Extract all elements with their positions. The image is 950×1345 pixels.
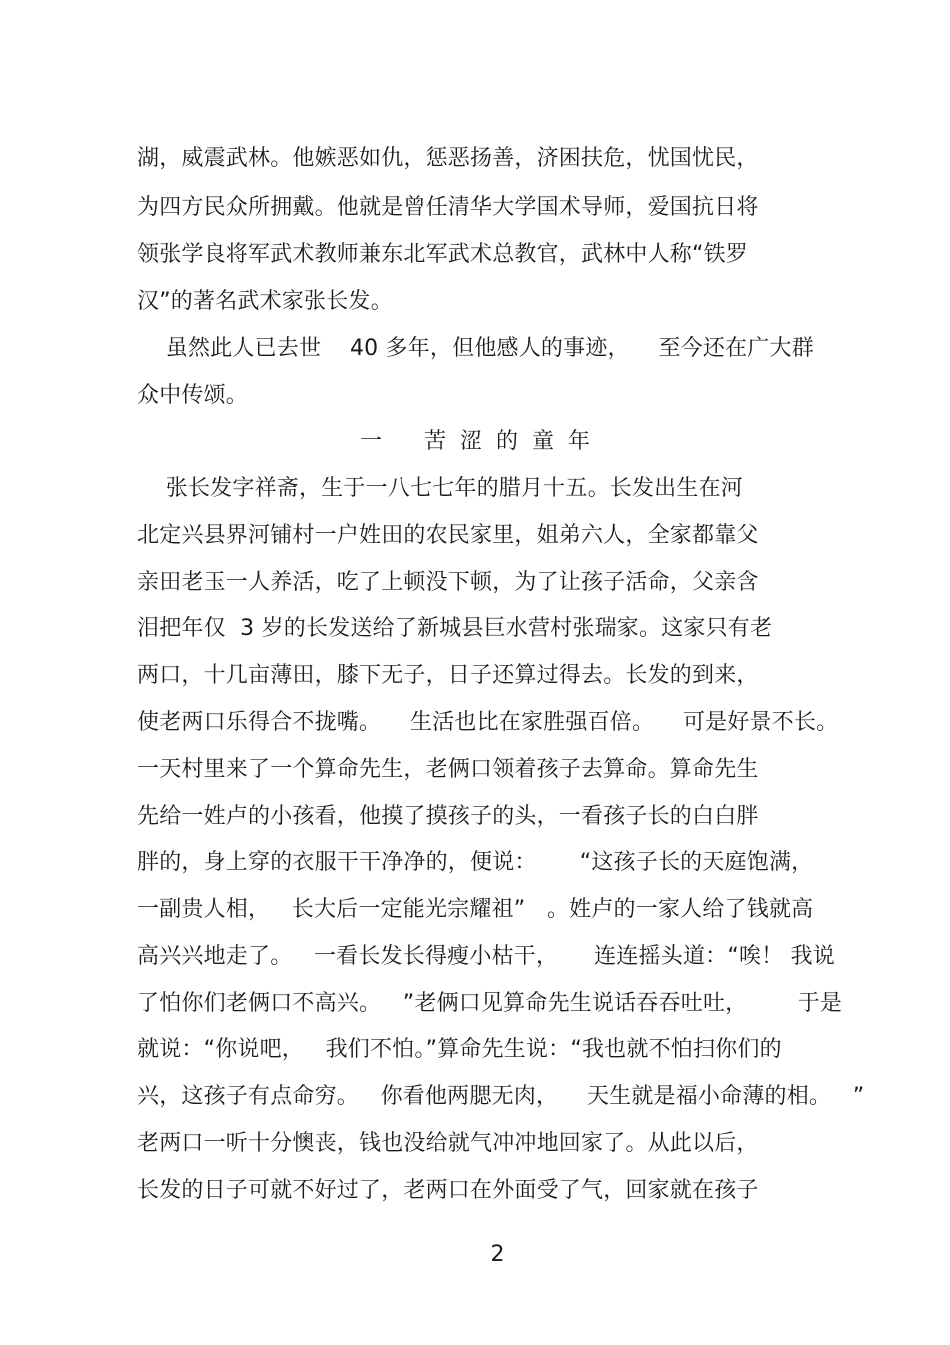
text-line: 一副贵人相， 长大后一定能光宗耀祖” 。姓卢的一家人给了钱就高: [137, 897, 814, 922]
text-line: 长发的日子可就不好过了，老两口在外面受了气，回家就在孩子: [137, 1178, 759, 1203]
text-line: 领张学良将军武术教师兼东北军武术总教官，武林中人称“铁罗: [137, 242, 748, 267]
text-line: 老两口一听十分懊丧，钱也没给就气冲冲地回家了。从此以后，: [137, 1131, 759, 1156]
section-heading: 一 苦 涩 的 童 年: [360, 429, 590, 454]
text-line: 一天村里来了一个算命先生，老俩口领着孩子去算命。算命先生: [137, 757, 759, 782]
text-line: 张长发字祥斋，生于一八七七年的腊月十五。长发出生在河: [137, 476, 743, 501]
text-line: 就说：“你说吧， 我们不怕。”算命先生说：“我也就不怕扫你们的: [137, 1037, 782, 1062]
text-line: 使老两口乐得合不拢嘴。 生活也比在家胜强百倍。 可是好景不长。: [137, 710, 839, 735]
text-line: 虽然此人已去世 40 多年，但他感人的事迹， 至今还在广大群: [137, 336, 814, 361]
text-line: 先给一姓卢的小孩看，他摸了摸孩子的头，一看孩子长的白白胖: [137, 804, 759, 829]
text-line: 泪把年仅 3 岁的长发送给了新城县巨水营村张瑞家。这家只有老: [137, 616, 773, 641]
text-line: 两口，十几亩薄田，膝下无子，日子还算过得去。长发的到来，: [137, 663, 759, 688]
text-line: 胖的，身上穿的衣服干干净净的，便说： “这孩子长的天庭饱满，: [137, 850, 814, 875]
text-line: 兴，这孩子有点命穷。 你看他两腮无肉， 天生就是福小命薄的相。 ”: [137, 1084, 865, 1109]
text-line: 了怕你们老俩口不高兴。 ”老俩口见算命先生说话吞吞吐吐， 于是: [137, 991, 843, 1016]
text-line: 湖，威震武林。他嫉恶如仇，惩恶扬善，济困扶危，忧国忧民，: [137, 146, 759, 171]
page-number: 2: [490, 1242, 505, 1267]
text-line: 汉”的著名武术家张长发。: [137, 289, 393, 314]
text-line: 亲田老玉一人养活，吃了上顿没下顿，为了让孩子活命，父亲含: [137, 570, 759, 595]
text-line: 北定兴县界河铺村一户姓田的农民家里，姐弟六人，全家都靠父: [137, 523, 759, 548]
text-line: 高兴兴地走了。 一看长发长得瘦小枯干， 连连摇头道：“唉！ 我说: [137, 944, 835, 969]
text-line: 为四方民众所拥戴。他就是曾任清华大学国术导师，爱国抗日将: [137, 195, 759, 220]
text-line: 众中传颂。: [137, 383, 249, 408]
